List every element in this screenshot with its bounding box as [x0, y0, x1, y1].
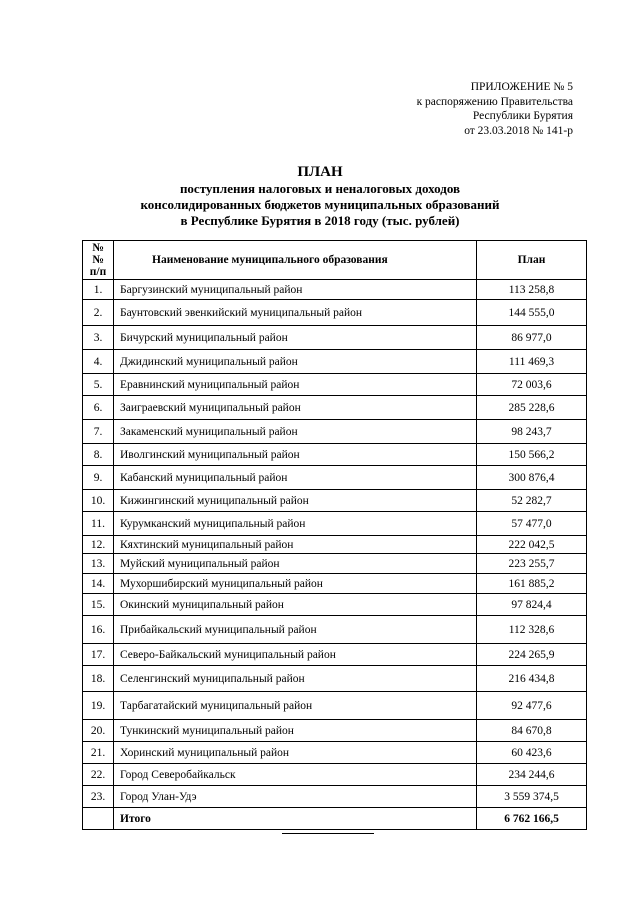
row-number: 15. — [83, 594, 114, 616]
table-row — [83, 350, 587, 374]
header-name: Наименование муниципального образования — [114, 241, 477, 280]
row-number: 19. — [83, 692, 114, 720]
table-row — [83, 536, 587, 554]
total-number — [83, 808, 114, 830]
table-row — [83, 594, 587, 616]
row-number: 20. — [83, 720, 114, 742]
row-name: Кижингинский муниципальный район — [114, 490, 477, 512]
table-row — [83, 300, 587, 326]
row-name: Курумканский муниципальный район — [114, 512, 477, 536]
total-label: Итого — [114, 808, 477, 830]
row-number: 11. — [83, 512, 114, 536]
row-plan: 224 265,9 — [477, 644, 587, 666]
header-number-line-2: п/п — [89, 266, 107, 278]
row-number: 6. — [83, 396, 114, 420]
document-title — [0, 163, 640, 229]
row-plan: 72 003,6 — [477, 374, 587, 396]
row-plan: 300 876,4 — [477, 466, 587, 490]
row-plan: 52 282,7 — [477, 490, 587, 512]
row-plan: 285 228,6 — [477, 396, 587, 420]
table-row — [83, 420, 587, 444]
row-number: 9. — [83, 466, 114, 490]
title-main: ПЛАН — [297, 164, 343, 180]
row-number: 5. — [83, 374, 114, 396]
title-line-3: в Республике Бурятия в 2018 году (тыс. рублей) — [180, 213, 460, 228]
row-name: Тарбагатайский муниципальный район — [114, 692, 477, 720]
row-plan: 57 477,0 — [477, 512, 587, 536]
row-plan: 97 824,4 — [477, 594, 587, 616]
plan-table — [82, 240, 587, 830]
row-name: Прибайкальский муниципальный район — [114, 616, 477, 644]
row-number: 1. — [83, 280, 114, 300]
table-header-row — [83, 241, 587, 280]
appendix-order-ref: к распоряжению Правительства — [416, 95, 573, 108]
row-name: Муйский муниципальный район — [114, 554, 477, 574]
row-number: 8. — [83, 444, 114, 466]
row-name: Еравнинский муниципальный район — [114, 374, 477, 396]
title-line-1: поступления налоговых и неналоговых доходов — [179, 181, 461, 196]
row-name: Мухоршибирский муниципальный район — [114, 574, 477, 594]
table-row — [83, 554, 587, 574]
header-number — [83, 241, 114, 280]
table-row — [83, 466, 587, 490]
table-row — [83, 764, 587, 786]
table-row — [83, 326, 587, 350]
appendix-government: Республики Бурятия — [472, 110, 573, 122]
row-plan: 223 255,7 — [477, 554, 587, 574]
table-row — [83, 444, 587, 466]
row-plan: 234 244,6 — [477, 764, 587, 786]
row-plan: 150 566,2 — [477, 444, 587, 466]
row-plan: 98 243,7 — [477, 420, 587, 444]
table-row — [83, 396, 587, 420]
row-name: Джидинский муниципальный район — [114, 350, 477, 374]
row-name: Селенгинский муниципальный район — [114, 666, 477, 692]
row-name: Кабанский муниципальный район — [114, 466, 477, 490]
row-name: Заиграевский муниципальный район — [114, 396, 477, 420]
row-name: Город Улан-Удэ — [114, 786, 477, 808]
row-plan: 92 477,6 — [477, 692, 587, 720]
separator-line — [282, 833, 374, 834]
row-name: Окинский муниципальный район — [114, 594, 477, 616]
appendix-date: от 23.03.2018 № 141-р — [464, 124, 573, 137]
table-row — [83, 692, 587, 720]
row-plan: 84 670,8 — [477, 720, 587, 742]
appendix-number: ПРИЛОЖЕНИЕ № 5 — [470, 81, 573, 93]
row-number: 4. — [83, 350, 114, 374]
appendix-block — [417, 80, 573, 138]
row-plan: 113 258,8 — [477, 280, 587, 300]
table-row — [83, 644, 587, 666]
table-row — [83, 374, 587, 396]
title-line-2: консолидированных бюджетов муниципальных образований — [140, 197, 500, 212]
table-row — [83, 616, 587, 644]
row-name: Баунтовский эвенкийский муниципальный район — [114, 300, 477, 326]
row-name: Кяхтинский муниципальный район — [114, 536, 477, 554]
row-plan: 222 042,5 — [477, 536, 587, 554]
row-number: 14. — [83, 574, 114, 594]
row-number: 12. — [83, 536, 114, 554]
row-plan: 161 885,2 — [477, 574, 587, 594]
row-number: 3. — [83, 326, 114, 350]
row-number: 17. — [83, 644, 114, 666]
row-number: 22. — [83, 764, 114, 786]
row-number: 16. — [83, 616, 114, 644]
row-plan: 112 328,6 — [477, 616, 587, 644]
row-name: Закаменский муниципальный район — [114, 420, 477, 444]
row-plan: 111 469,3 — [477, 350, 587, 374]
row-name: Тункинский муниципальный район — [114, 720, 477, 742]
total-plan: 6 762 166,5 — [477, 808, 587, 830]
row-number: 13. — [83, 554, 114, 574]
table-row — [83, 280, 587, 300]
row-name: Северо-Байкальский муниципальный район — [114, 644, 477, 666]
row-number: 7. — [83, 420, 114, 444]
total-row — [83, 808, 587, 830]
row-name: Баргузинский муниципальный район — [114, 280, 477, 300]
row-name: Бичурский муниципальный район — [114, 326, 477, 350]
table-row — [83, 742, 587, 764]
table-row — [83, 720, 587, 742]
row-number: 23. — [83, 786, 114, 808]
row-number: 2. — [83, 300, 114, 326]
row-plan: 60 423,6 — [477, 742, 587, 764]
row-number: 10. — [83, 490, 114, 512]
row-plan: 3 559 374,5 — [477, 786, 587, 808]
row-name: Иволгинский муниципальный район — [114, 444, 477, 466]
table-row — [83, 512, 587, 536]
table-row — [83, 786, 587, 808]
row-number: 21. — [83, 742, 114, 764]
row-plan: 144 555,0 — [477, 300, 587, 326]
table-row — [83, 490, 587, 512]
table-row — [83, 574, 587, 594]
header-number-line-1: №№ — [92, 242, 104, 266]
row-plan: 216 434,8 — [477, 666, 587, 692]
row-number: 18. — [83, 666, 114, 692]
header-plan: План — [477, 241, 587, 280]
table-row — [83, 666, 587, 692]
row-name: Город Северобайкальск — [114, 764, 477, 786]
row-name: Хоринский муниципальный район — [114, 742, 477, 764]
row-plan: 86 977,0 — [477, 326, 587, 350]
